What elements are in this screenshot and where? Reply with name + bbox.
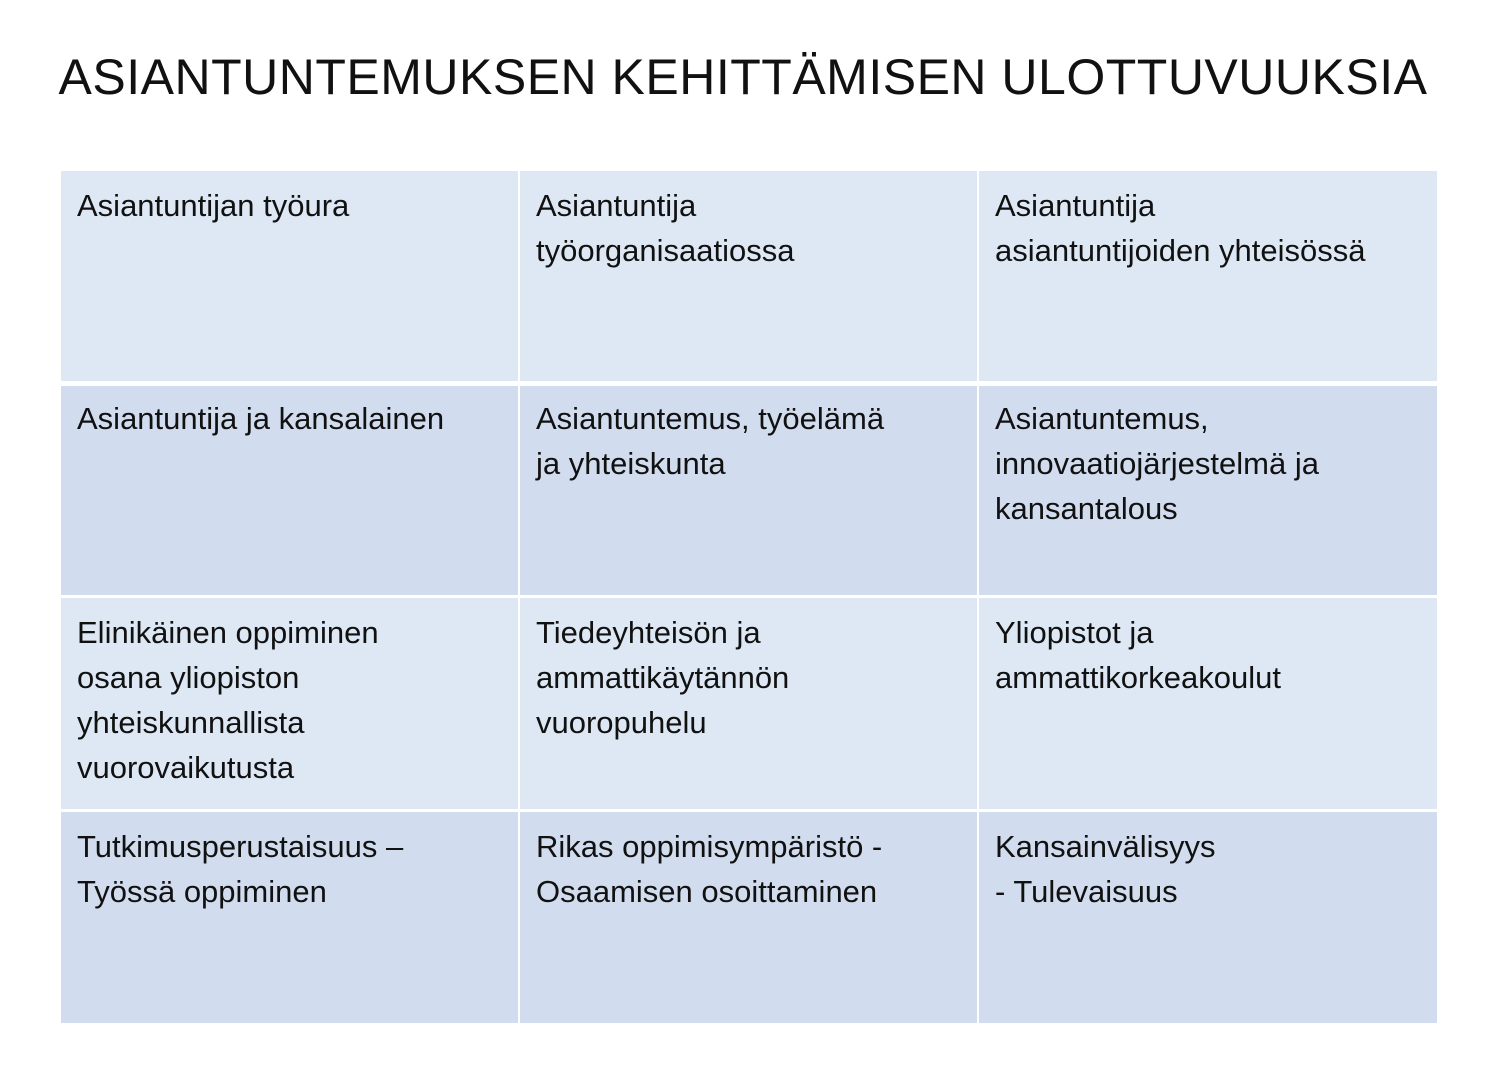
table-cell-r3-c2: Tiedeyhteisön ja ammattikäytännön vuoropuhelu	[520, 598, 977, 809]
slide-title: ASIANTUNTEMUKSEN KEHITTÄMISEN ULOTTUVUUKSIA	[58, 49, 1428, 105]
table-cell-r1-c3: Asiantuntija asiantuntijoiden yhteisössä	[979, 171, 1437, 381]
table-cell-r1-c1: Asiantuntijan työura	[61, 171, 518, 381]
table-cell-r2-c3: Asiantuntemus, innovaatiojärjestelmä ja kansantalous	[979, 384, 1437, 595]
table-cell-r3-c3: Yliopistot ja ammattikorkeakoulut	[979, 598, 1437, 809]
header-divider	[61, 381, 1437, 386]
table-cell-r2-c1: Asiantuntija ja kansalainen	[61, 384, 518, 595]
dimensions-table	[61, 171, 1437, 1023]
table-cell-r2-c2: Asiantuntemus, työelämä ja yhteiskunta	[520, 384, 977, 595]
table-cell-r3-c1: Elinikäinen oppiminen osana yliopiston yhteiskunnallista vuorovaikutusta	[61, 598, 518, 809]
table-cell-r1-c2: Asiantuntija työorganisaatiossa	[520, 171, 977, 381]
table-cell-r4-c2: Rikas oppimisympäristö - Osaamisen osoittaminen	[520, 812, 977, 1023]
table-cell-r4-c3: Kansainvälisyys - Tulevaisuus	[979, 812, 1437, 1023]
table-cell-r4-c1: Tutkimusperustaisuus – Työssä oppiminen	[61, 812, 518, 1023]
